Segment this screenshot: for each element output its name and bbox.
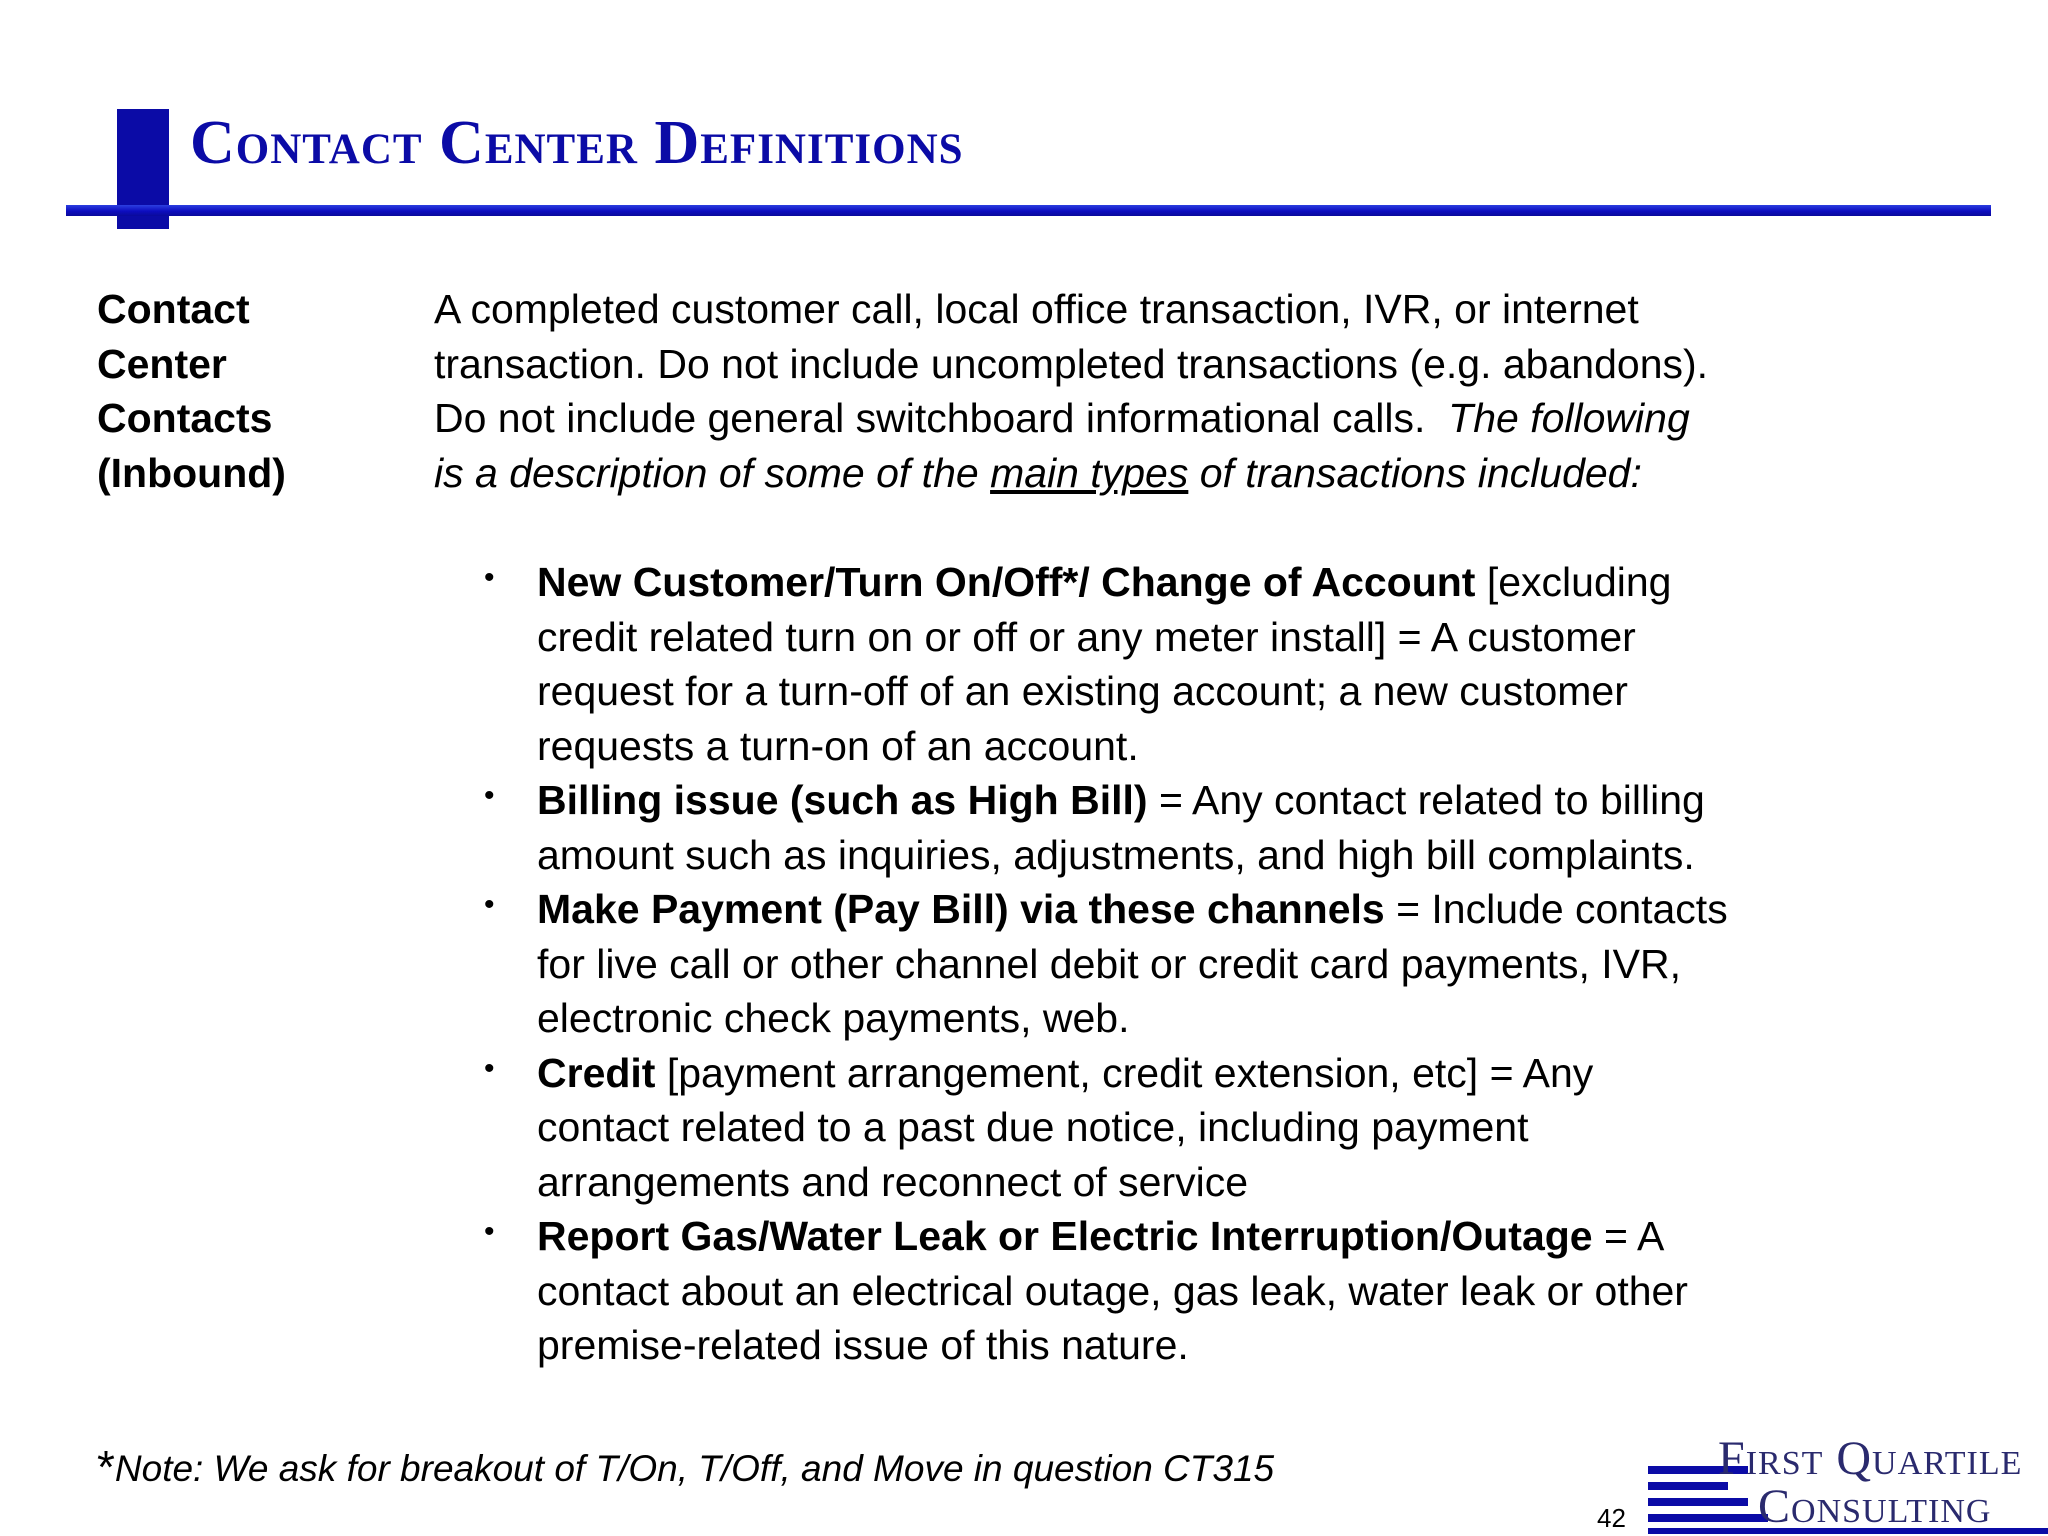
footnote [97, 1440, 1274, 1494]
bullet-line: arrangements and reconnect of service [537, 1158, 1249, 1205]
bullet-line [537, 1209, 1944, 1264]
bullet-heading: Make Payment (Pay Bill) via these channels [537, 886, 1385, 932]
bullet-line [537, 773, 1944, 828]
list-item [484, 555, 1944, 773]
intro-line [434, 446, 1934, 501]
bullet-line: requests a turn-on of an account. [537, 722, 1139, 769]
bullet-line: request for a turn-off of an existing account; a new customer [537, 668, 1628, 714]
logo-bar [1648, 1514, 1768, 1522]
bullet-icon: • [484, 779, 495, 812]
bullet-heading: Credit [537, 1049, 656, 1096]
bullet-heading: Billing issue (such as High Bill) [537, 777, 1148, 823]
bullet-heading: Report Gas/Water Leak or Electric Interruption/Outage [537, 1213, 1593, 1259]
intro-line [434, 391, 1934, 446]
footnote-asterisk: * [97, 1441, 115, 1493]
bullet-line [537, 882, 1944, 937]
bullet-text: [excluding [1475, 559, 1672, 605]
bullet-line: contact related to a past due notice, including payment [537, 1104, 1529, 1150]
intro-line4-b: of transactions included: [1188, 449, 1642, 496]
bullet-icon: • [484, 1051, 495, 1085]
bullet-heading: New Customer/Turn On/Off*/ Change of Account [537, 559, 1476, 605]
company-logo [1648, 1432, 2048, 1536]
term-line: Contacts [97, 395, 273, 441]
footnote-text: Note: We ask for breakout of T/On, T/Off, and Move in question CT315 [114, 1448, 1275, 1489]
list-item [484, 773, 1944, 882]
logo-bar [1648, 1482, 1728, 1490]
logo-bar [1648, 1498, 1748, 1506]
bullet-icon: • [484, 561, 495, 594]
logo-text: Consulting [1758, 1480, 1992, 1533]
bullet-text: [payment arrangement, credit extension, etc] = Any [655, 1049, 1594, 1096]
intro-line: transaction. Do not include uncompleted transactions (e.g. abandons). [434, 340, 1709, 387]
page-number: 42 [1597, 1503, 1626, 1533]
list-item [484, 1209, 1944, 1373]
definition-intro [434, 282, 1934, 500]
list-item [484, 1046, 1944, 1210]
bullet-line: contact about an electrical outage, gas leak, water leak or other [537, 1267, 1688, 1314]
bullet-line [537, 1046, 1944, 1101]
bullet-line: amount such as inquiries, adjustments, and high bill complaints. [537, 831, 1695, 878]
bullet-line: credit related turn on or off or any meter install] = A customer [537, 613, 1636, 660]
bullet-line: premise-related issue of this nature. [537, 1322, 1189, 1368]
transaction-types-list [484, 555, 1944, 1373]
term-line: Center [97, 340, 227, 387]
intro-line3-italic: The following [1448, 395, 1690, 441]
term-line: (Inbound) [97, 449, 286, 496]
list-item [484, 882, 1944, 1046]
bullet-text: = A [1592, 1213, 1665, 1259]
bullet-text: = Include contacts [1384, 886, 1728, 932]
intro-main-types: main types [990, 449, 1189, 496]
intro-line4-a: is a description of some of the [434, 449, 991, 496]
term-line: Contact [97, 286, 250, 332]
bullet-icon: • [484, 888, 495, 921]
page-title: Contact Center Definitions [190, 109, 964, 177]
bullet-icon: • [484, 1215, 495, 1248]
title-underline-rule [66, 205, 1991, 216]
bullet-text: = Any contact related to billing [1147, 777, 1705, 823]
bullet-line [537, 555, 1944, 610]
intro-line3-plain: Do not include general switchboard informational calls. [434, 395, 1426, 441]
definition-term [97, 282, 397, 500]
bullet-line: electronic check payments, web. [537, 995, 1130, 1041]
logo-text: First Quartile [1718, 1432, 2023, 1485]
bullet-line: for live call or other channel debit or credit card payments, IVR, [537, 940, 1681, 987]
intro-line: A completed customer call, local office transaction, IVR, or internet [434, 286, 1639, 332]
